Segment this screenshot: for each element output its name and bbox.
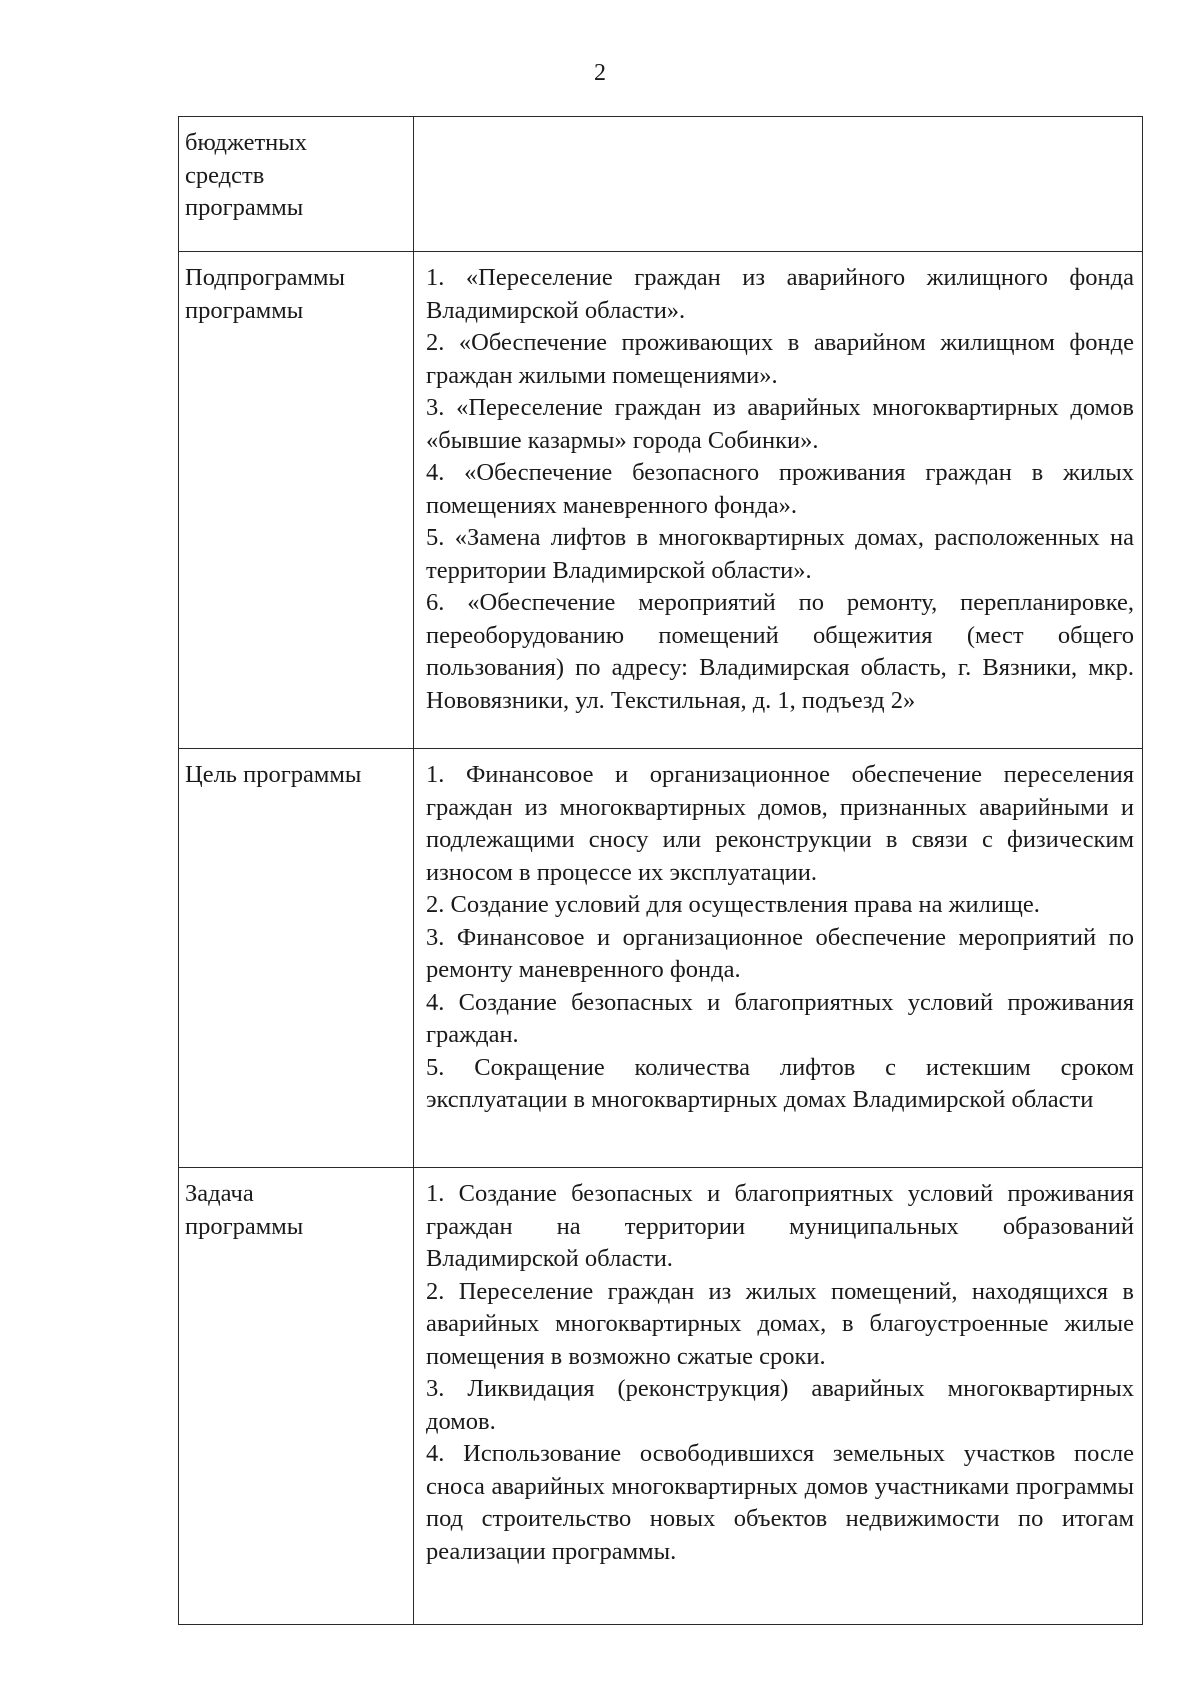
row-content (414, 749, 1143, 1168)
row-label-line: программы (185, 1212, 304, 1240)
row-label-line: Цель программы (185, 761, 362, 788)
row-label (179, 117, 414, 252)
row-content-empty (414, 117, 1143, 252)
row-label (179, 252, 414, 749)
list-item: 2. «Обеспечение проживающих в аварийном жилищном фонде граждан жилыми помещениями». (426, 329, 1134, 389)
list-item: 1. Финансовое и организационное обеспечение переселения граждан из многоквартирных домов, признанных аварийными и подлежащими сносу или реконструкции в связи с физическим износом в процессе их эксплуатации. (426, 761, 1134, 886)
list-item: 2. Переселение граждан из жилых помещений, находящихся в аварийных многоквартирных домах, в благоустроенные жилые помещения в возможно сжатые сроки. (426, 1277, 1134, 1370)
list-item: 6. «Обеспечение мероприятий по ремонту, перепланировке, переоборудованию помещений общежития (мест общего пользования) по адресу: Владимирская область, г. Вязники, мкр. Нововязники, ул. Текстильная, д. 1, подъезд 2» (426, 589, 1134, 714)
row-label (179, 749, 414, 1168)
row-label-line: бюджетных (185, 129, 307, 156)
table-row-program-task (179, 1168, 1143, 1625)
list-item: 4. Использование освободившихся земельных участков после сноса аварийных многоквартирных домов участниками программы под строительство новых объектов недвижимости по итогам реализации программы. (426, 1440, 1134, 1565)
table-row-budget-funds (179, 117, 1143, 252)
row-content (414, 1168, 1143, 1625)
page-number: 2 (594, 60, 606, 86)
list-item: 4. Создание безопасных и благоприятных условий проживания граждан. (426, 988, 1134, 1048)
row-label-line: Подпрограммы (185, 264, 345, 291)
list-item: 2. Создание условий для осуществления права на жилище. (426, 891, 1040, 918)
list-item: 1. Создание безопасных и благоприятных условий проживания граждан на территории муниципальных образований Владимирской области. (426, 1180, 1134, 1272)
list-item: 5. «Замена лифтов в многоквартирных домах, расположенных на территории Владимирской области». (426, 524, 1134, 584)
table-row-program-goal (179, 749, 1143, 1168)
program-passport-table (178, 116, 1143, 1625)
row-label-line: Задача (185, 1180, 254, 1207)
table-row-subprograms (179, 252, 1143, 749)
list-item: 3. Финансовое и организационное обеспечение мероприятий по ремонту маневренного фонда. (426, 923, 1134, 983)
row-label-line: средств (185, 161, 265, 189)
list-item: 3. «Переселение граждан из аварийных многоквартирных домов «бывшие казармы» города Собинки». (426, 394, 1134, 454)
list-item: 3. Ликвидация (реконструкция) аварийных многоквартирных домов. (426, 1375, 1134, 1435)
list-item: 5. Сокращение количества лифтов с истекшим сроком эксплуатации в многоквартирных домах Владимирской области (426, 1053, 1134, 1113)
row-label-line: программы (185, 194, 304, 221)
row-label (179, 1168, 414, 1625)
list-item: 4. «Обеспечение безопасного проживания граждан в жилых помещениях маневренного фонда». (426, 459, 1134, 519)
row-label-line: программы (185, 296, 304, 324)
row-content (414, 252, 1143, 749)
list-item: 1. «Переселение граждан из аварийного жилищного фонда Владимирской области». (426, 264, 1134, 324)
